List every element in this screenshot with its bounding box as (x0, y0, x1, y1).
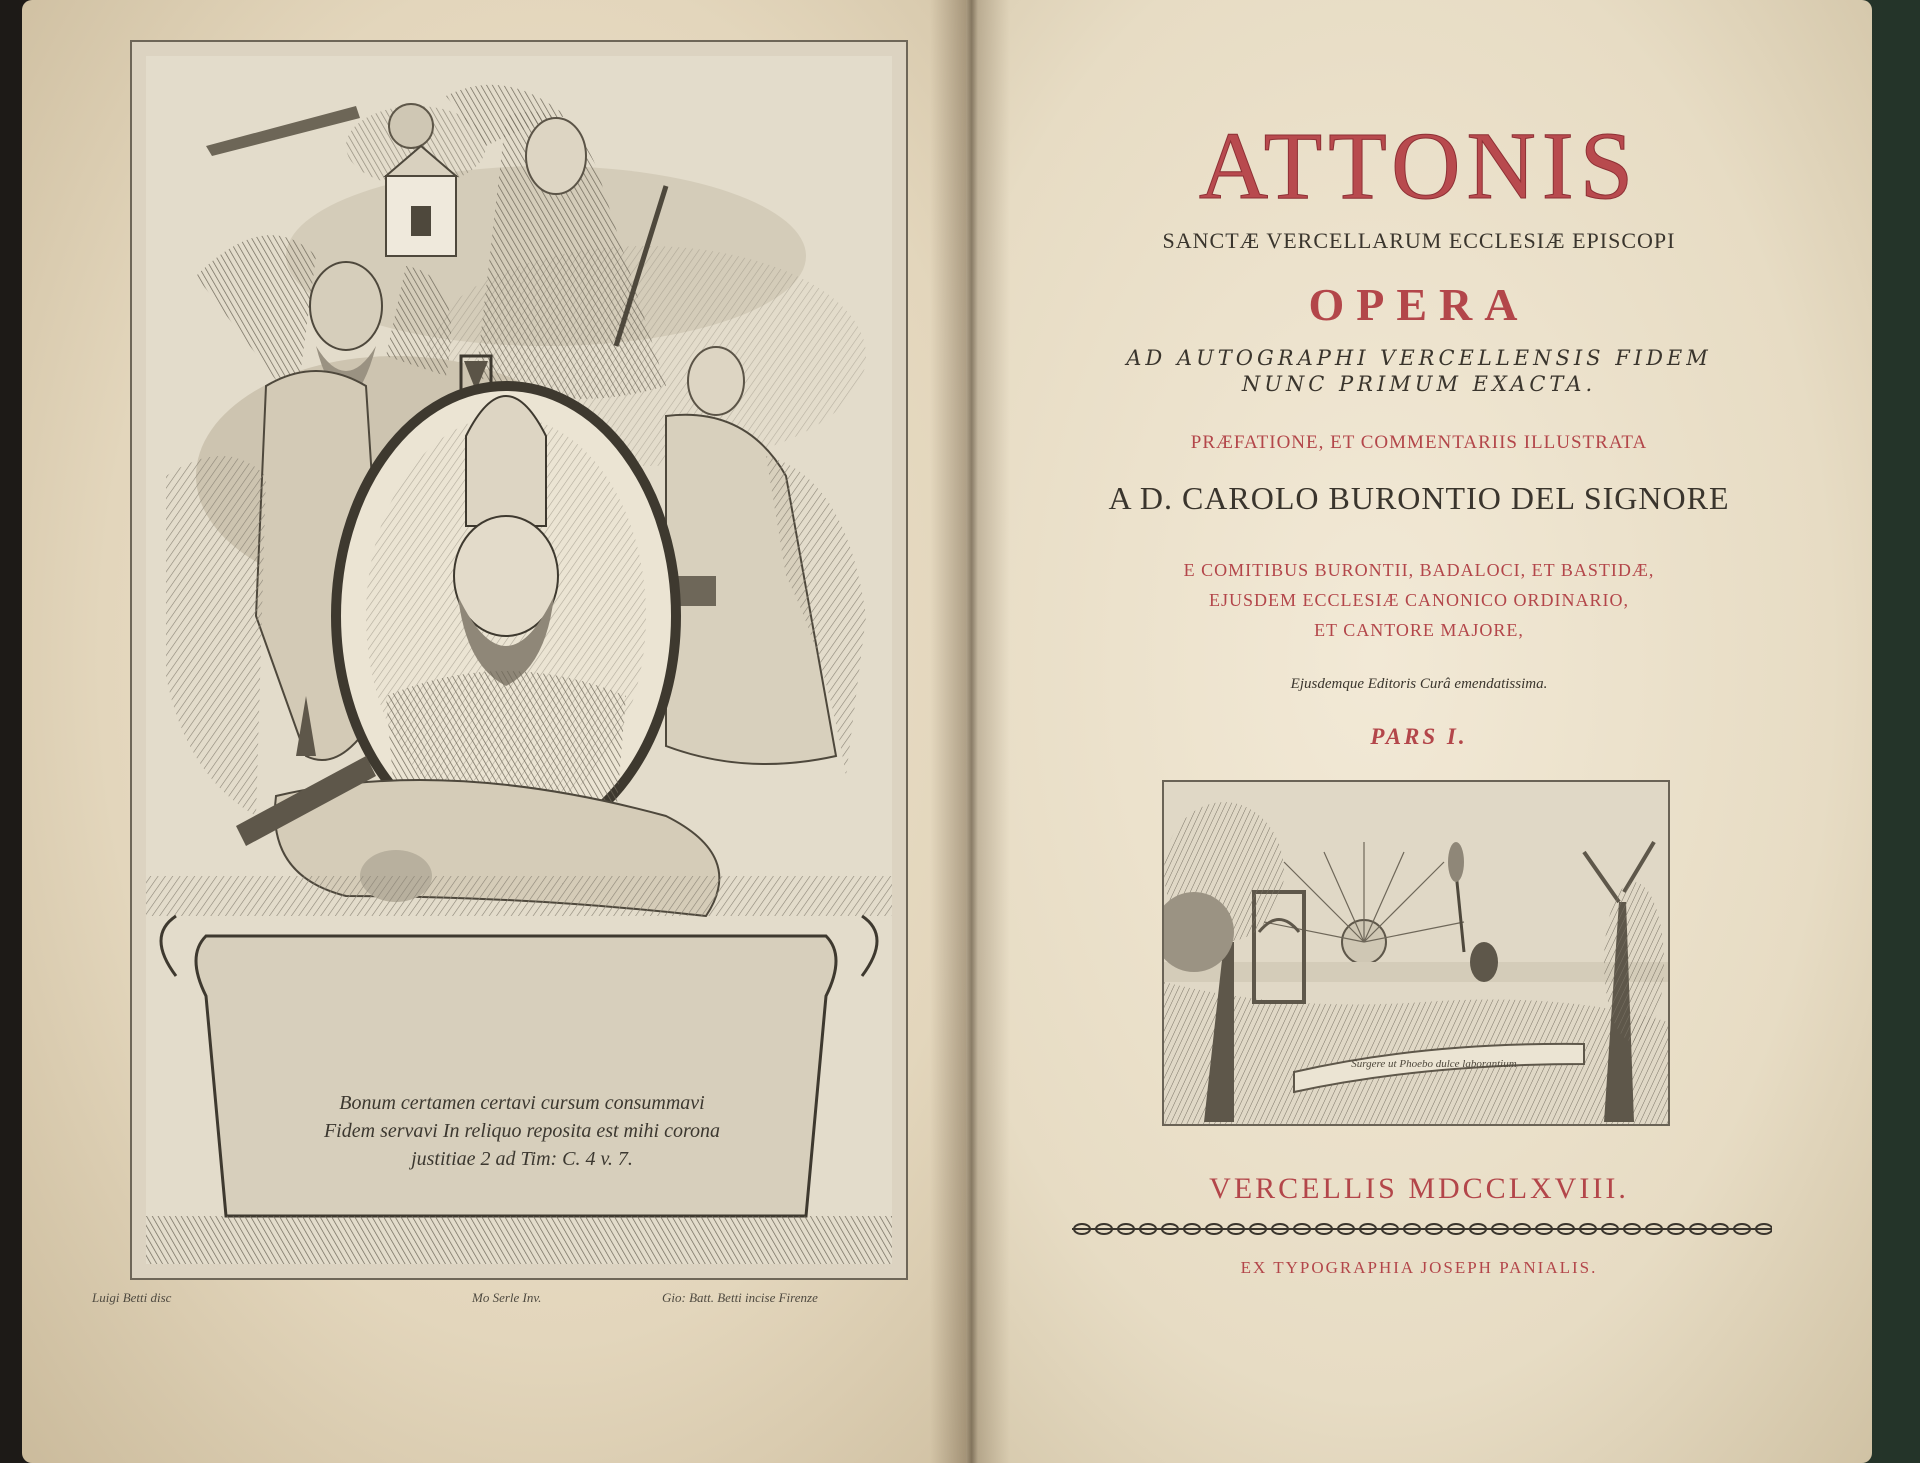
script-line-2: NUNC PRIMUM EXACTA. (1241, 372, 1597, 396)
book-gutter (930, 0, 1010, 1463)
frontispiece-engraving (146, 56, 892, 1264)
imprint-line: VERCELLIS MDCCLXVIII. (1209, 1172, 1629, 1205)
frontispiece-plate (130, 40, 908, 1280)
title-vignette (1162, 780, 1670, 1126)
credit-engraver: Gio: Batt. Betti incise Firenze (662, 1290, 818, 1305)
left-page-frontispiece (22, 0, 980, 1463)
right-page-title (966, 0, 1872, 1463)
editor-note: Ejusdemque Editoris Curâ emendatissima. (1290, 676, 1548, 692)
praefatione-line: PRÆFATIONE, ET COMMENTARIIS ILLUSTRATA (1190, 432, 1648, 453)
book-title: ATTONIS (1198, 112, 1640, 219)
printer-line: EX TYPOGRAPHIA JOSEPH PANIALIS. (1240, 1258, 1598, 1277)
ornament-rule (1072, 1218, 1772, 1240)
affiliation-line-3: ET CANTORE MAJORE, (1314, 620, 1524, 640)
credit-inventor: Mo Serle Inv. (472, 1290, 542, 1305)
caption-line: justitiae 2 ad Tim: C. 4 v. 7. (411, 1148, 633, 1170)
opera-heading: OPERA (1308, 279, 1530, 330)
frontispiece-caption (302, 1092, 742, 1222)
affiliation-line-2: EJUSDEM ECCLESIÆ CANONICO ORDINARIO, (1208, 590, 1629, 610)
vignette-banner-text: Surgere ut Phoebo dulce laborantium (1351, 1058, 1517, 1070)
credit-designer: Luigi Betti disc (92, 1290, 172, 1305)
author-line: A D. CAROLO BURONTIO DEL SIGNORE (1108, 480, 1730, 516)
affiliation-line-1: E COMITIBUS BURONTII, BADALOCI, ET BASTIDÆ, (1183, 560, 1655, 580)
pars-label: PARS I. (1370, 724, 1468, 749)
caption-line: Fidem servavi In reliquo reposita est mihi corona (323, 1120, 721, 1142)
script-line-1: AD AUTOGRAPHI VERCELLENSIS FIDEM (1126, 346, 1712, 370)
book-subtitle: SANCTÆ VERCELLARUM ECCLESIÆ EPISCOPI (1162, 228, 1676, 253)
oval-portrait-medallion (336, 386, 676, 846)
vignette-engraving (1164, 782, 1668, 1124)
caption-line: Bonum certamen certavi cursum consummavi (339, 1092, 705, 1114)
